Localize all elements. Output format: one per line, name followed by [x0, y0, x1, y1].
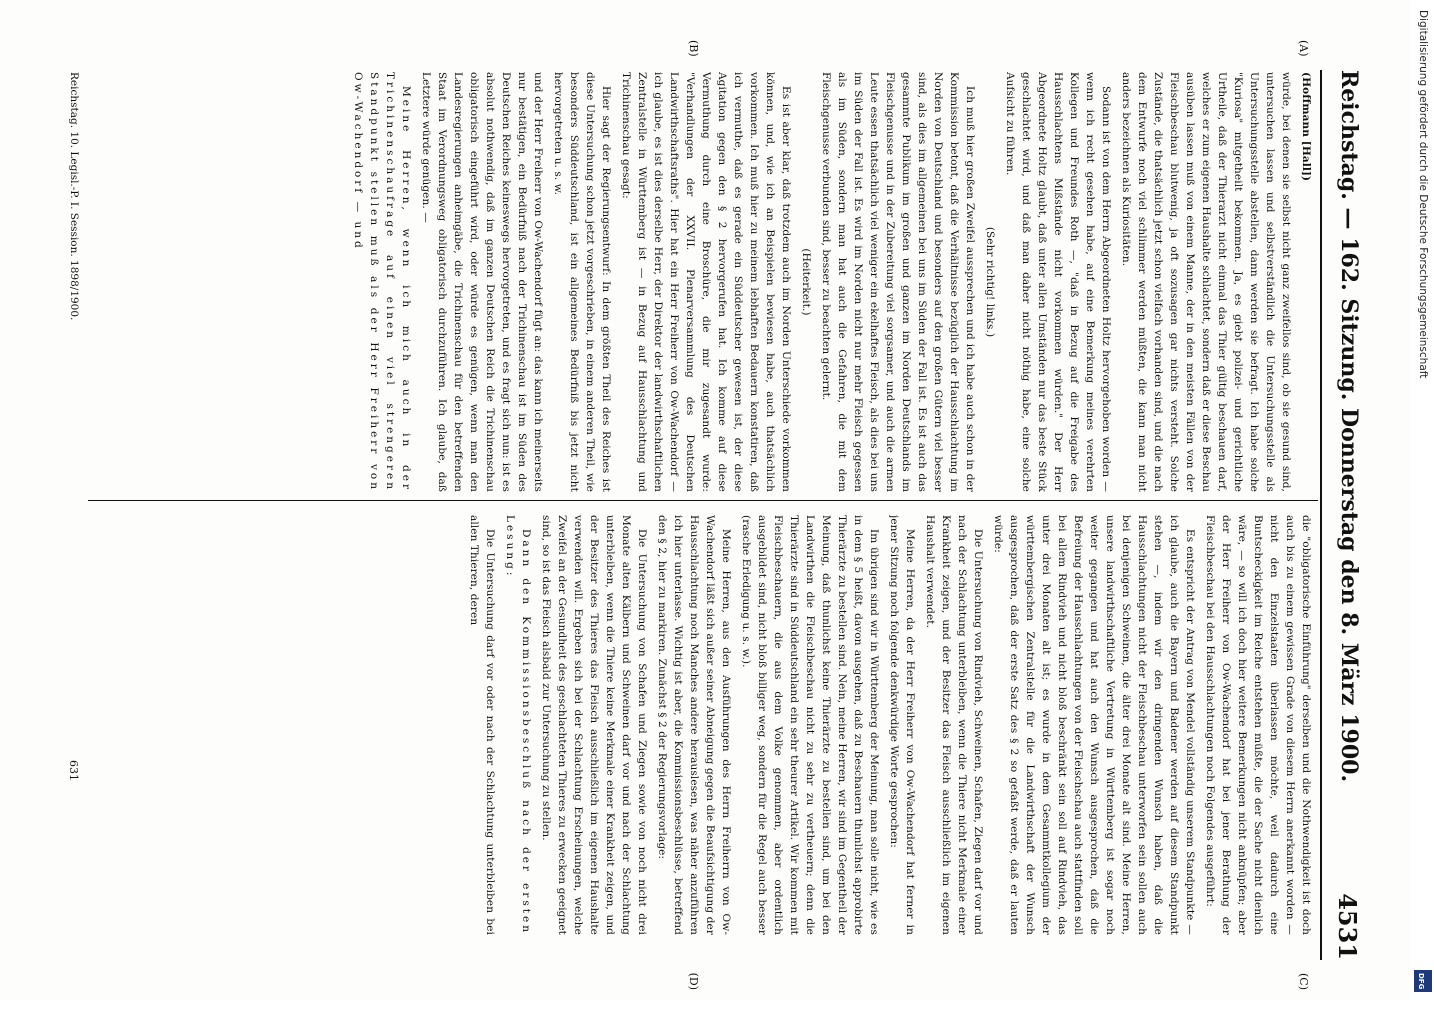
paragraph: Sodann ist von dem Herrn Abgeordneten Holtz hervorgehoben worden — wenn ich recht gesehen habe, auf eine Bemerkung meines verehrten Kollegen und Freundes Roth —, "daß in Bezug auf die Freigabe des Hausschlachtens Mißstände nicht vorkommen würden." Der Herr Abgeordnete Holtz glaubt, daß unter allen Umständen nur das beste Stück geschlachtet wird, und daß man daher nicht nöthig habe, eine solche Aufsicht zu führen.	[1004, 72, 1112, 492]
margin-marker-c: (C)	[1297, 973, 1310, 990]
paragraph: Ich muß hier großen Zweifel aussprechen und ich habe auch schon in der Kommission betont, daß die Verhältnisse bezüglich der Hausschlachtung im Norden von Deutschland und besonders auf den großen Gütern viel besser sind, als dies im allgemeinen bei uns im Süden der Fall ist. Es ist auch das gesammte Publikum im großen und ganzen im Norden Deutschlands im Fleischgenusse und in der Zubereitung viel sorgsamer, und auch die armen Leute essen thatsächlich viel weniger ein ekelhaftes Fleisch, als dies bei uns im Süden der Fall ist. Es wird im Norden nicht nur mehr Fleisch gegessen als im Süden, sondern man hat auch die Gefahren, die mit dem Fleischgenusse verbunden sind, besser zu beachten gelernt.	[820, 72, 976, 492]
interjection: (Heiterkeit.)	[800, 248, 812, 316]
header-title: Reichstag. — 162. Sitzung. Donnerstag den 8. März 1900.	[1336, 70, 1362, 783]
dfg-logo-icon: DFG	[1414, 970, 1432, 992]
header-rule	[1320, 70, 1322, 960]
margin-marker-a: (A)	[1297, 40, 1310, 57]
paragraph: Meine Herren, aus den Ausführungen des Herrn Freiherrn von Ow-Wachendorf läßt sich außer seiner Abneigung gegen die Beaufsichtigung der Hausschlachtung noch Manches andere herauslesen, was näher anzuführen ich hier unterlasse. Wichtig ist aber, die Kommissionsbeschlüsse, betreffend den § 2, hier zu markiren. Zunächst § 2 der Regierungsvorlage:	[656, 515, 732, 935]
paragraph: Meine Herren, da der Herr Freiherr von Ow-Wachendorf hat ferner in jener Sitzung noch folgende denkwürdige Worte gesprochen:	[888, 515, 916, 935]
left-column	[84, 72, 1314, 492]
paragraph: die "obligatorische Einführung" derselben und die Nothwendigkeit ist doch auch bis zu einem gewissen Grade von diesem Herrn anerkannt worden — nicht den Einzelstaaten überlassen möchte, weil dadurch eine Buntscheckigkeit im Reiche entstehen müßte, die der Sache nicht dienlich wäre, — so will ich doch hier weitere Bemerkungen nicht anknüpfen; aber der Herr Freiherr von Ow-Wachendorf hat bei jener Berathung der Fleischbeschau bei den Hausschlachtungen noch Folgendes ausgeführt:	[1204, 515, 1312, 935]
quotation: Im übrigen sind wir in Württemberg der Meinung, man solle nicht, wie es in dem § 5 heißt, davon ausgehen, daß zu Beschauern thunlichst approbirte Thierärzte zu bestellen sind. Nein, meine Herren, wir sind im Gegentheil der Meinung, daß thunlichst keine Thierärzte zu bestellen sind, um bei den Landwirthen die Fleischbeschau nicht zu sehr zu vertheuern; denn die Thierärzte sind in Süddeutschland ein sehr theurer Artikel. Wir kommen mit Fleischbeschauern, die aus dem Volke genommen, aber ordentlich ausgebildet sind, nicht bloß billiger weg, sondern für die Regel auch besser (rasche Erledigung u. s. w.).	[740, 515, 880, 935]
quotation: Hier sagt der Regierungsentwurf: In dem größten Theil des Reiches ist diese Untersuchung schon jetzt vorgeschrieben, in einem anderen Theil, wie besonders Süddeutschland, ist ein allgemeines Bedürfniß bis jetzt nicht hervorgetreten u. s. w.	[552, 72, 612, 492]
right-column	[84, 515, 1314, 935]
quotation: Die Untersuchung darf vor oder nach der Schlachtung unterbleiben bei allen Thieren, deren	[468, 515, 496, 935]
sidebar-credit: Digitalisierung gefördert durch die Deutsche Forschungsgemeinschaft	[1417, 10, 1429, 379]
paragraph: würde, bei denen sie selbst nicht ganz zweifellos sind, ob sie gesund sind, untersuchen lassen und selbstverständlich die Untersuchungsstelle als Untersuchungsstelle abstellen, dann werden sie befragt. Ich habe solche "Kuriosa" mitgetheilt bekommen. Ja, es giebt polizei- und gerichtliche Urtheile, daß der Thierarzt nicht einmal das Thier gültig beschauen darf, welches er zum eigenen Haushalte schlachtet, sondern daß er diese Beschau ausüben lassen muß von einem Manne, der in den meisten Fällen von der Fleischbeschau blutwenig, ja oft sozusagen gar nichts versteht. Solche Zustände, die thatsächlich jetzt schon vielfach vorhanden sind, und die nach dem Entwurfe noch viel schlimmer werden müßten, die kann man nicht anders bezeichnen als Kuriositäten.	[1120, 72, 1292, 492]
paragraph: Meine Herren, wenn ich mich auch in der Trichinenschaufrage auf einen viel strengeren Standpunkt stellen muß als der Herr Freiherr von Ow-Wachendorf — und	[352, 72, 412, 492]
footer-source: Reichstag. 10. Legisl.-P. I. Session. 1898/1900.	[68, 72, 80, 321]
digitization-sidebar	[1412, 0, 1434, 1000]
paragraph: Es ist aber klar, daß trotzdem auch im Norden Unterschiede vorkommen können, und, wie ich an Beispielen bewiesen habe, auch thatsächlich vorkommen. Ich muß hier zu meinem lebhaften Bedauern konstatiren, daß ich vermuthe, daß es gerade ein Süddeutscher gewesen ist, der diese Agitation gegen den § 2 hervorgerufen hat. Ich komme auf diese Vermuthung durch eine Broschüre, die mir zugesandt wurde: "Verhandlungen der XXVII. Plenarversammlung des Deutschen Landwirthschaftsraths". Hier hat ein Herr Freiherr von Ow-Wachendorf — ich glaube, es ist dies derselbe Herr, der Direktor der landwirthschaftlichen Zentralstelle in Württemberg ist — in Bezug auf Hausschlachtung und Trichinenschau gesagt:	[620, 72, 792, 492]
margin-marker-b: (B)	[687, 40, 700, 57]
page-number: 4531	[1333, 893, 1362, 960]
margin-marker-d: (D)	[687, 972, 700, 990]
footer-page-number: 631	[67, 760, 80, 781]
quotation: Die Untersuchung von Schafen und Ziegen sowie von noch nicht drei Monate alten Kälbern und Schweinen darf vor und nach der Schlachtung unterbleiben, wenn die Thiere keine Merkmale einer Krankheit zeigen, und der Besitzer des Thieres das Fleisch ausschließlich im eigenen Haushalte verwenden will. Ergeben sich bei der Schlachtung Erscheinungen, welche Zweifel an der Gesundheit des geschlachteten Thieres zu erwecken geeignet sind, so ist das Fleisch alsbald zur Untersuchung zu stellen.	[540, 515, 648, 935]
page-header	[1322, 70, 1362, 960]
interjection: (Sehr richtig! links.)	[984, 226, 996, 338]
paragraph: und der Herr Freiherr von Ow-Wachendorf fügt an: das kann ich meinerseits nur bestätigen, ein Bedürfniß nach der Trichinenschau ist im Süden des Deutschen Reiches keineswegs hervorgetreten, und es fragt sich nun: ist es absolut nothwendig, daß im ganzen Deutschen Reich die Trichinenschau obligatorisch eingeführt wird, oder würde es genügen, wenn man den Landesregierungen anheimgäbe, die Trichinenschau für den betreffenden Staat im Verordnungsweg obligatorisch durchzuführen. Ich glaube, daß Letztere würde genügen. —	[420, 72, 544, 492]
quotation: Die Untersuchung von Rindvieh, Schweinen, Schafen, Ziegen darf vor und nach der Schlachtung unterbleiben, wenn die Thiere nicht Merkmale einer Krankheit zeigen, und der Besitzer das Fleisch ausschließlich im eigenen Haushalt verwendet.	[924, 515, 984, 935]
paragraph: Dann den Kommissionsbeschluß nach der ersten Lesung:	[504, 515, 532, 935]
speaker-name: (Hoffmann [Hall])	[1300, 72, 1312, 182]
column-divider	[88, 500, 1318, 501]
quotation: Es entspricht der Antrag von Mendel vollständig unserem Standpunkte — ich glaube, auch die Bayern und Badener werden auf diesem Standpunkt stehen —, indem wir den dringenden Wunsch haben, daß die Hausschlachtungen nicht der Fleischbeschau unterworfen sein sollen auch bei denjenigen Schweinen, die älter drei Monate alt sind. Meine Herren, unsere landwirthschaftliche Vertretung in Württemberg ist sogar noch weiter gegangen und hat auch den Wunsch ausgesprochen, daß die Befreiung der Hausschlachtungen von der Fleischschau auch stattfinden soll bei allem Rindvieh und nicht bloß beschränkt sein soll auf Rindvieh, das unter drei Monaten alt ist; es wurde in dem Gesammtkollegium der württembergischen Zentralstelle für die Landwirthschaft der Wunsch ausgesprochen, daß der erste Satz des § 2 so gefaßt werde, daß er lauten würde:	[992, 515, 1196, 935]
